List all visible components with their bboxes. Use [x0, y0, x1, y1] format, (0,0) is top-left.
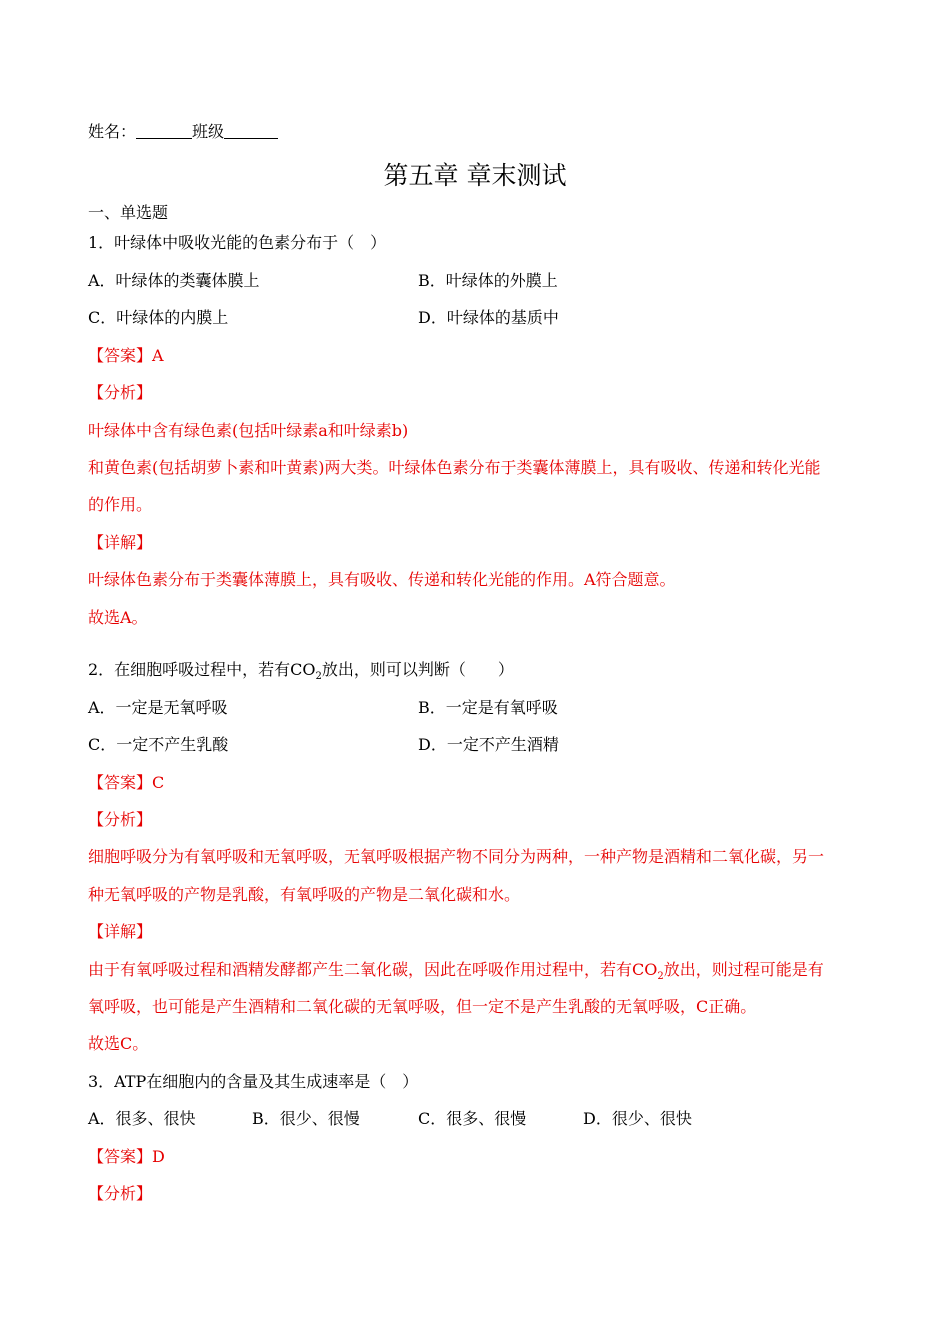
q3-stem: 3．ATP在细胞内的含量及其生成速率是（ ）: [88, 1072, 419, 1091]
q2-detail-line3: 故选C。: [88, 1034, 149, 1053]
q3-answer: 【答案】D: [88, 1147, 165, 1166]
q3-option-c: C．很多、很慢: [418, 1109, 527, 1128]
q1-detail-line1: 叶绿体色素分布于类囊体薄膜上，具有吸收、传递和转化光能的作用。A符合题意。: [88, 570, 676, 589]
q1-analysis-label: 【分析】: [88, 383, 153, 402]
q1-option-c: C．叶绿体的内膜上: [88, 308, 229, 327]
q2-option-b: B．一定是有氧呼吸: [418, 698, 558, 717]
class-label: 班级: [192, 122, 225, 141]
q2-analysis-line1: 细胞呼吸分为有氧呼吸和无氧呼吸，无氧呼吸根据产物不同分为两种，一种产物是酒精和二氧化碳，另一: [88, 847, 825, 866]
q1-analysis-line2: 和黄色素(包括胡萝卜素和叶黄素)两大类。叶绿体色素分布于类囊体薄膜上，具有吸收、传递和转化光能: [88, 458, 821, 477]
q2-option-c: C．一定不产生乳酸: [88, 735, 229, 754]
q3-analysis-label: 【分析】: [88, 1184, 153, 1203]
q2-detail-label: 【详解】: [88, 922, 153, 941]
q1-detail-line2: 故选A。: [88, 608, 148, 627]
q2-detail-subscript: 2: [657, 971, 664, 983]
q1-option-b: B．叶绿体的外膜上: [418, 271, 558, 290]
q2-option-a: A．一定是无氧呼吸: [88, 698, 228, 717]
q2-analysis-line2: 种无氧呼吸的产物是乳酸，有氧呼吸的产物是二氧化碳和水。: [88, 885, 521, 904]
q2-option-d: D．一定不产生酒精: [418, 735, 559, 754]
q2-stem-text-end: 放出，则可以判断（ ）: [321, 660, 514, 679]
section-heading: 一、单选题: [88, 203, 169, 222]
name-blank[interactable]: [136, 122, 192, 139]
student-info: [88, 121, 278, 143]
q2-stem: [88, 659, 514, 681]
q2-detail-line1: [88, 959, 824, 981]
q2-stem-subscript: 2: [315, 671, 322, 683]
q2-detail-text: 由于有氧呼吸过程和酒精发酵都产生二氧化碳，因此在呼吸作用过程中，若有CO: [88, 960, 658, 979]
q1-analysis-line1: 叶绿体中含有绿色素(包括叶绿素a和叶绿素b): [88, 421, 409, 440]
q3-option-b: B．很少、很慢: [252, 1109, 360, 1128]
q1-answer: 【答案】A: [88, 346, 164, 365]
q2-stem-text: 2．在细胞呼吸过程中，若有CO: [88, 660, 316, 679]
q2-detail-line2: 氧呼吸，也可能是产生酒精和二氧化碳的无氧呼吸，但一定不是产生乳酸的无氧呼吸，C正确。: [88, 997, 757, 1016]
q1-detail-label: 【详解】: [88, 533, 153, 552]
q2-answer: 【答案】C: [88, 773, 165, 792]
q1-analysis-line3: 的作用。: [88, 495, 153, 514]
page-title: 第五章 章末测试: [383, 161, 567, 190]
q2-analysis-label: 【分析】: [88, 810, 153, 829]
q1-option-d: D．叶绿体的基质中: [418, 308, 559, 327]
class-blank[interactable]: [224, 122, 278, 139]
q1-stem: 1．叶绿体中吸收光能的色素分布于（ ）: [88, 233, 387, 252]
q3-option-a: A．很多、很快: [88, 1109, 196, 1128]
q3-option-d: D．很少、很快: [583, 1109, 692, 1128]
name-label: 姓名：: [88, 122, 137, 141]
q2-detail-text-end: 放出，则过程可能是有: [663, 960, 824, 979]
q1-option-a: A．叶绿体的类囊体膜上: [88, 271, 260, 290]
